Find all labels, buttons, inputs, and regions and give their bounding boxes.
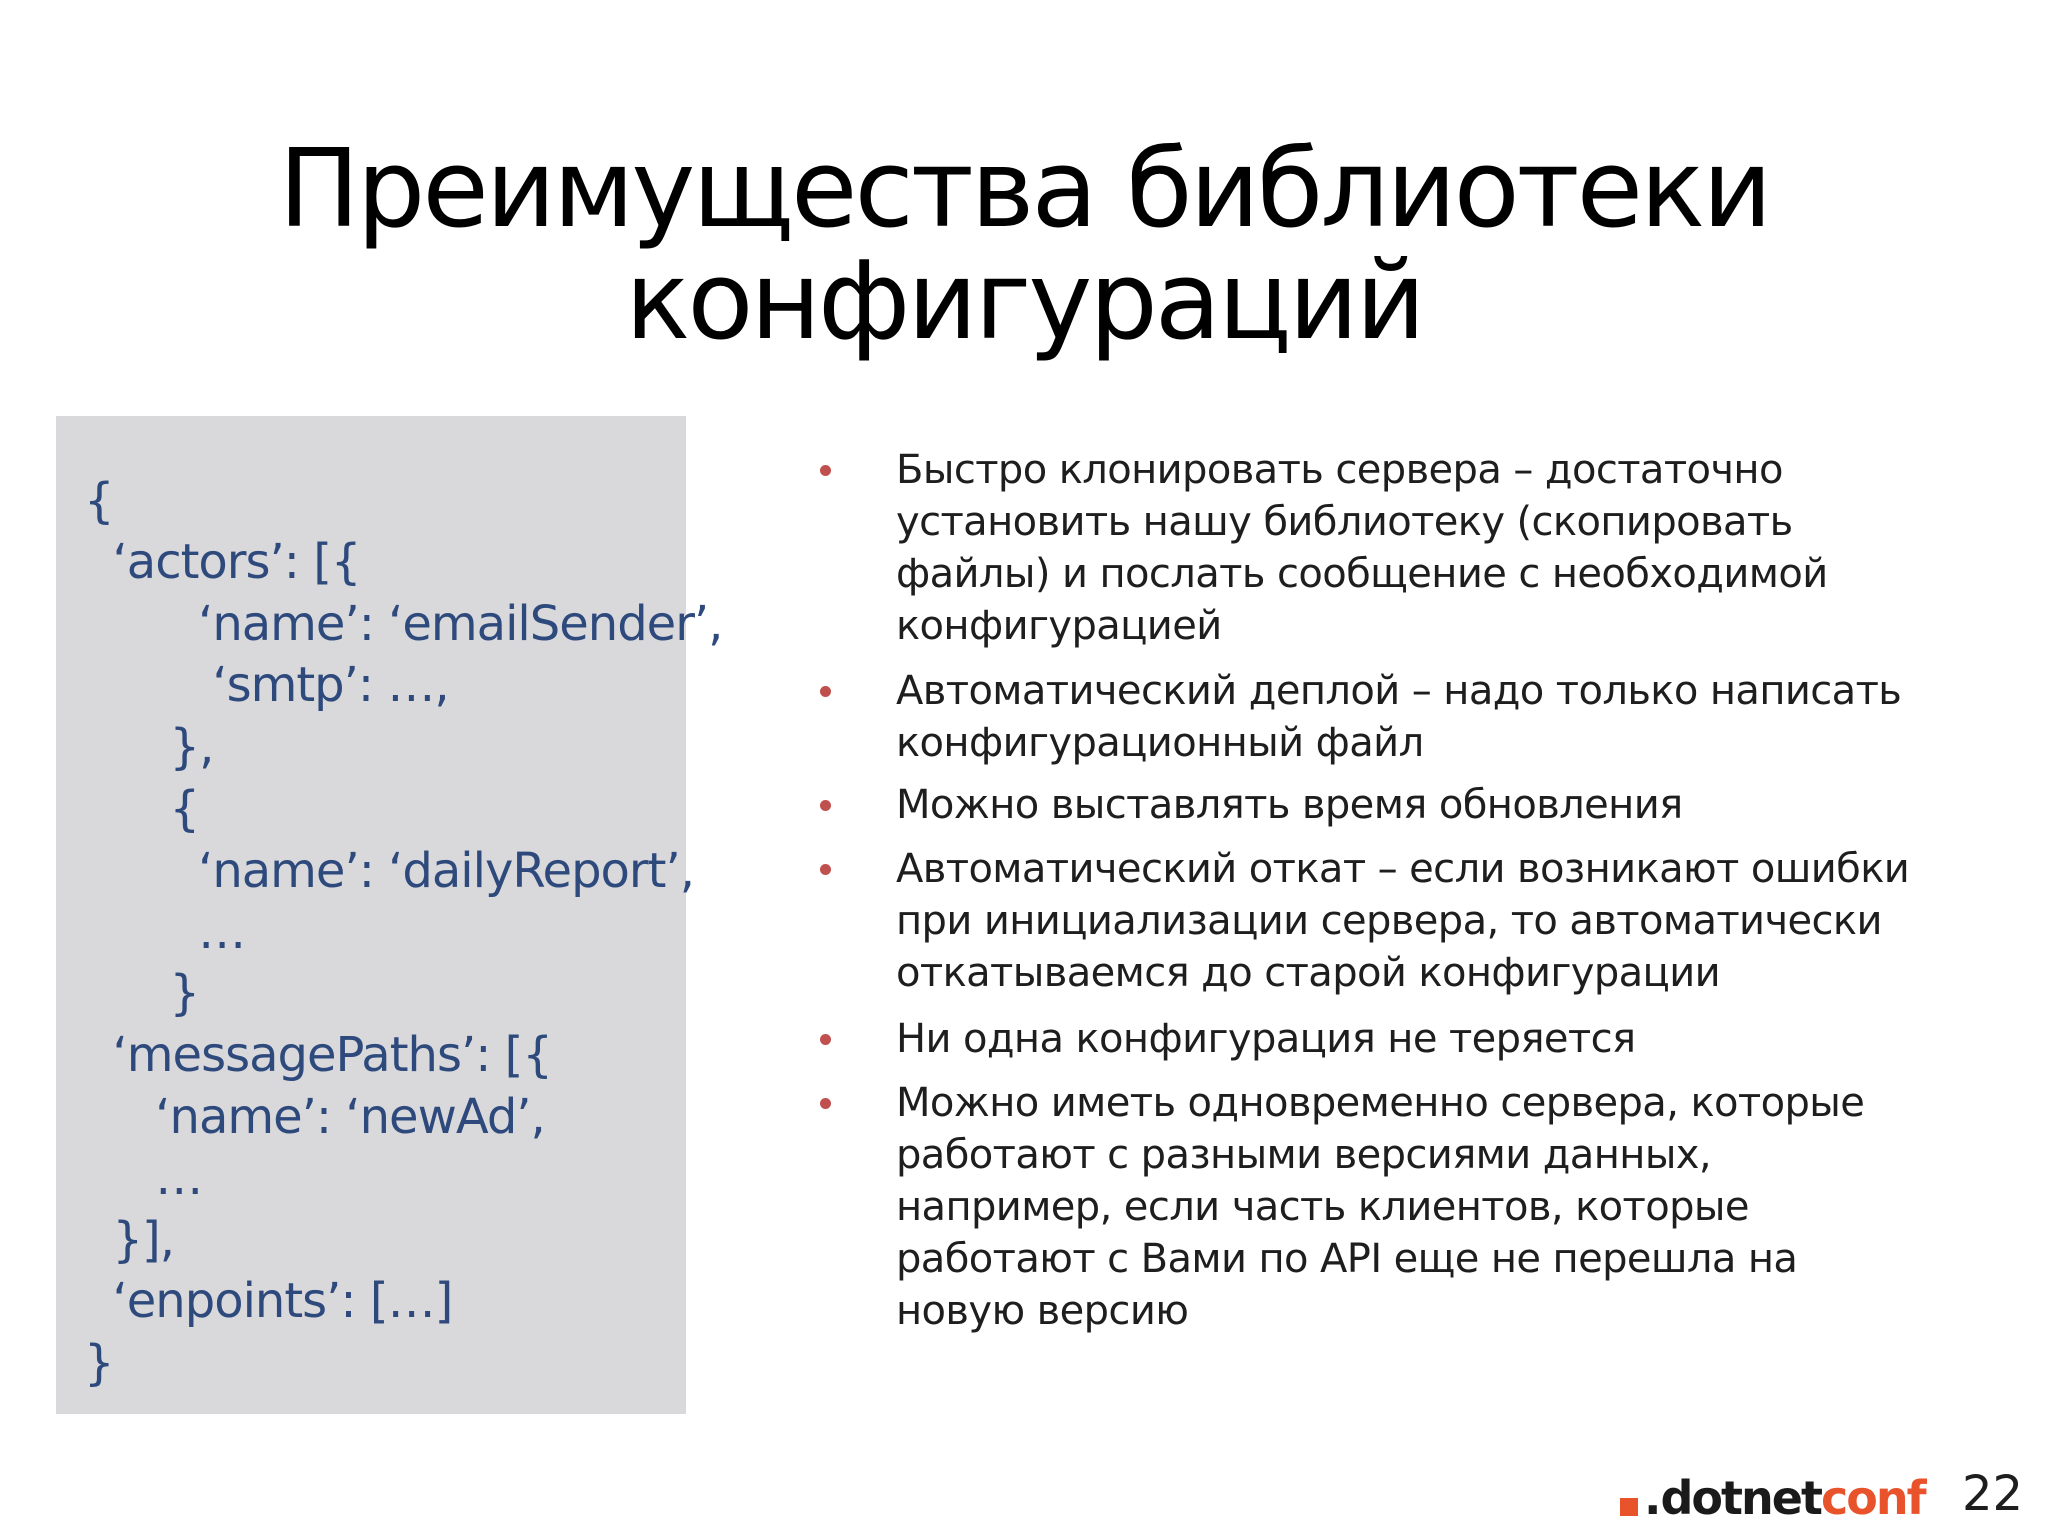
bullet-line: Можно выставлять время обновления <box>896 782 1683 828</box>
bullet-line: Ни одна конфигурация не теряется <box>896 1016 1636 1062</box>
bullet-item <box>896 665 1976 769</box>
bullet-item <box>896 1013 1976 1065</box>
code-line: { <box>84 473 114 529</box>
bullet-line: работают с Вами по API еще не перешла на <box>896 1236 1798 1282</box>
code-line: … <box>84 1150 203 1206</box>
code-line: ‘smtp’: …, <box>84 657 449 713</box>
slide-title-line: конфигураций <box>625 239 1423 365</box>
bullet-marker-icon <box>820 686 836 702</box>
logo-text-conf: conf <box>1820 1471 1925 1525</box>
dotnetconf-logo <box>1620 1470 1925 1526</box>
bullet-marker-icon <box>820 1034 836 1050</box>
bullet-item <box>896 843 1976 999</box>
code-line: ‘enpoints’: […] <box>84 1273 453 1329</box>
code-line: ‘name’: ‘emailSender’, <box>84 596 723 652</box>
bullet-line: файлы) и послать сообщение с необходимой <box>896 551 1828 597</box>
bullet-line: конфигурацией <box>896 603 1222 649</box>
logo-text-dotnet: dotnet <box>1660 1471 1821 1525</box>
bullet-item <box>896 444 1976 652</box>
code-line: }, <box>84 719 214 775</box>
code-line: } <box>84 1335 114 1391</box>
bullet-marker-icon <box>820 1098 836 1114</box>
code-line: ‘actors’: [{ <box>84 534 361 590</box>
code-line: ‘messagePaths’: [{ <box>84 1027 552 1083</box>
code-line: } <box>84 965 200 1021</box>
bullet-line: например, если часть клиентов, которые <box>896 1184 1749 1230</box>
bullet-line: при инициализации сервера, то автоматически <box>896 898 1882 944</box>
logo-dot: . <box>1644 1471 1661 1525</box>
bullet-line: работают с разными версиями данных, <box>896 1132 1711 1178</box>
bullet-item <box>896 1077 1976 1337</box>
bullet-line: Автоматический деплой – надо только написать <box>896 668 1902 714</box>
bullet-line: Автоматический откат – если возникают ошибки <box>896 846 1910 892</box>
logo-square-icon <box>1620 1498 1638 1516</box>
code-line: … <box>84 904 246 960</box>
bullet-marker-icon <box>820 864 836 880</box>
bullet-line: откатываемся до старой конфигурации <box>896 950 1720 996</box>
code-line: }], <box>84 1212 175 1268</box>
bullet-line: Можно иметь одновременно сервера, которые <box>896 1080 1865 1126</box>
bullet-line: установить нашу библиотеку (скопировать <box>896 499 1793 545</box>
page-number: 22 <box>1962 1466 2024 1522</box>
bullet-item <box>896 779 1976 831</box>
code-line: ‘name’: ‘dailyReport’, <box>84 843 694 899</box>
bullet-marker-icon <box>820 465 836 481</box>
bullet-line: новую версию <box>896 1288 1189 1334</box>
code-line: ‘name’: ‘newAd’, <box>84 1089 545 1145</box>
slide-title-line: Преимущества библиотеки <box>278 127 1770 253</box>
bullet-line: конфигурационный файл <box>896 720 1424 766</box>
bullet-line: Быстро клонировать сервера – достаточно <box>896 447 1783 493</box>
code-line: { <box>84 781 200 837</box>
bullet-marker-icon <box>820 800 836 816</box>
